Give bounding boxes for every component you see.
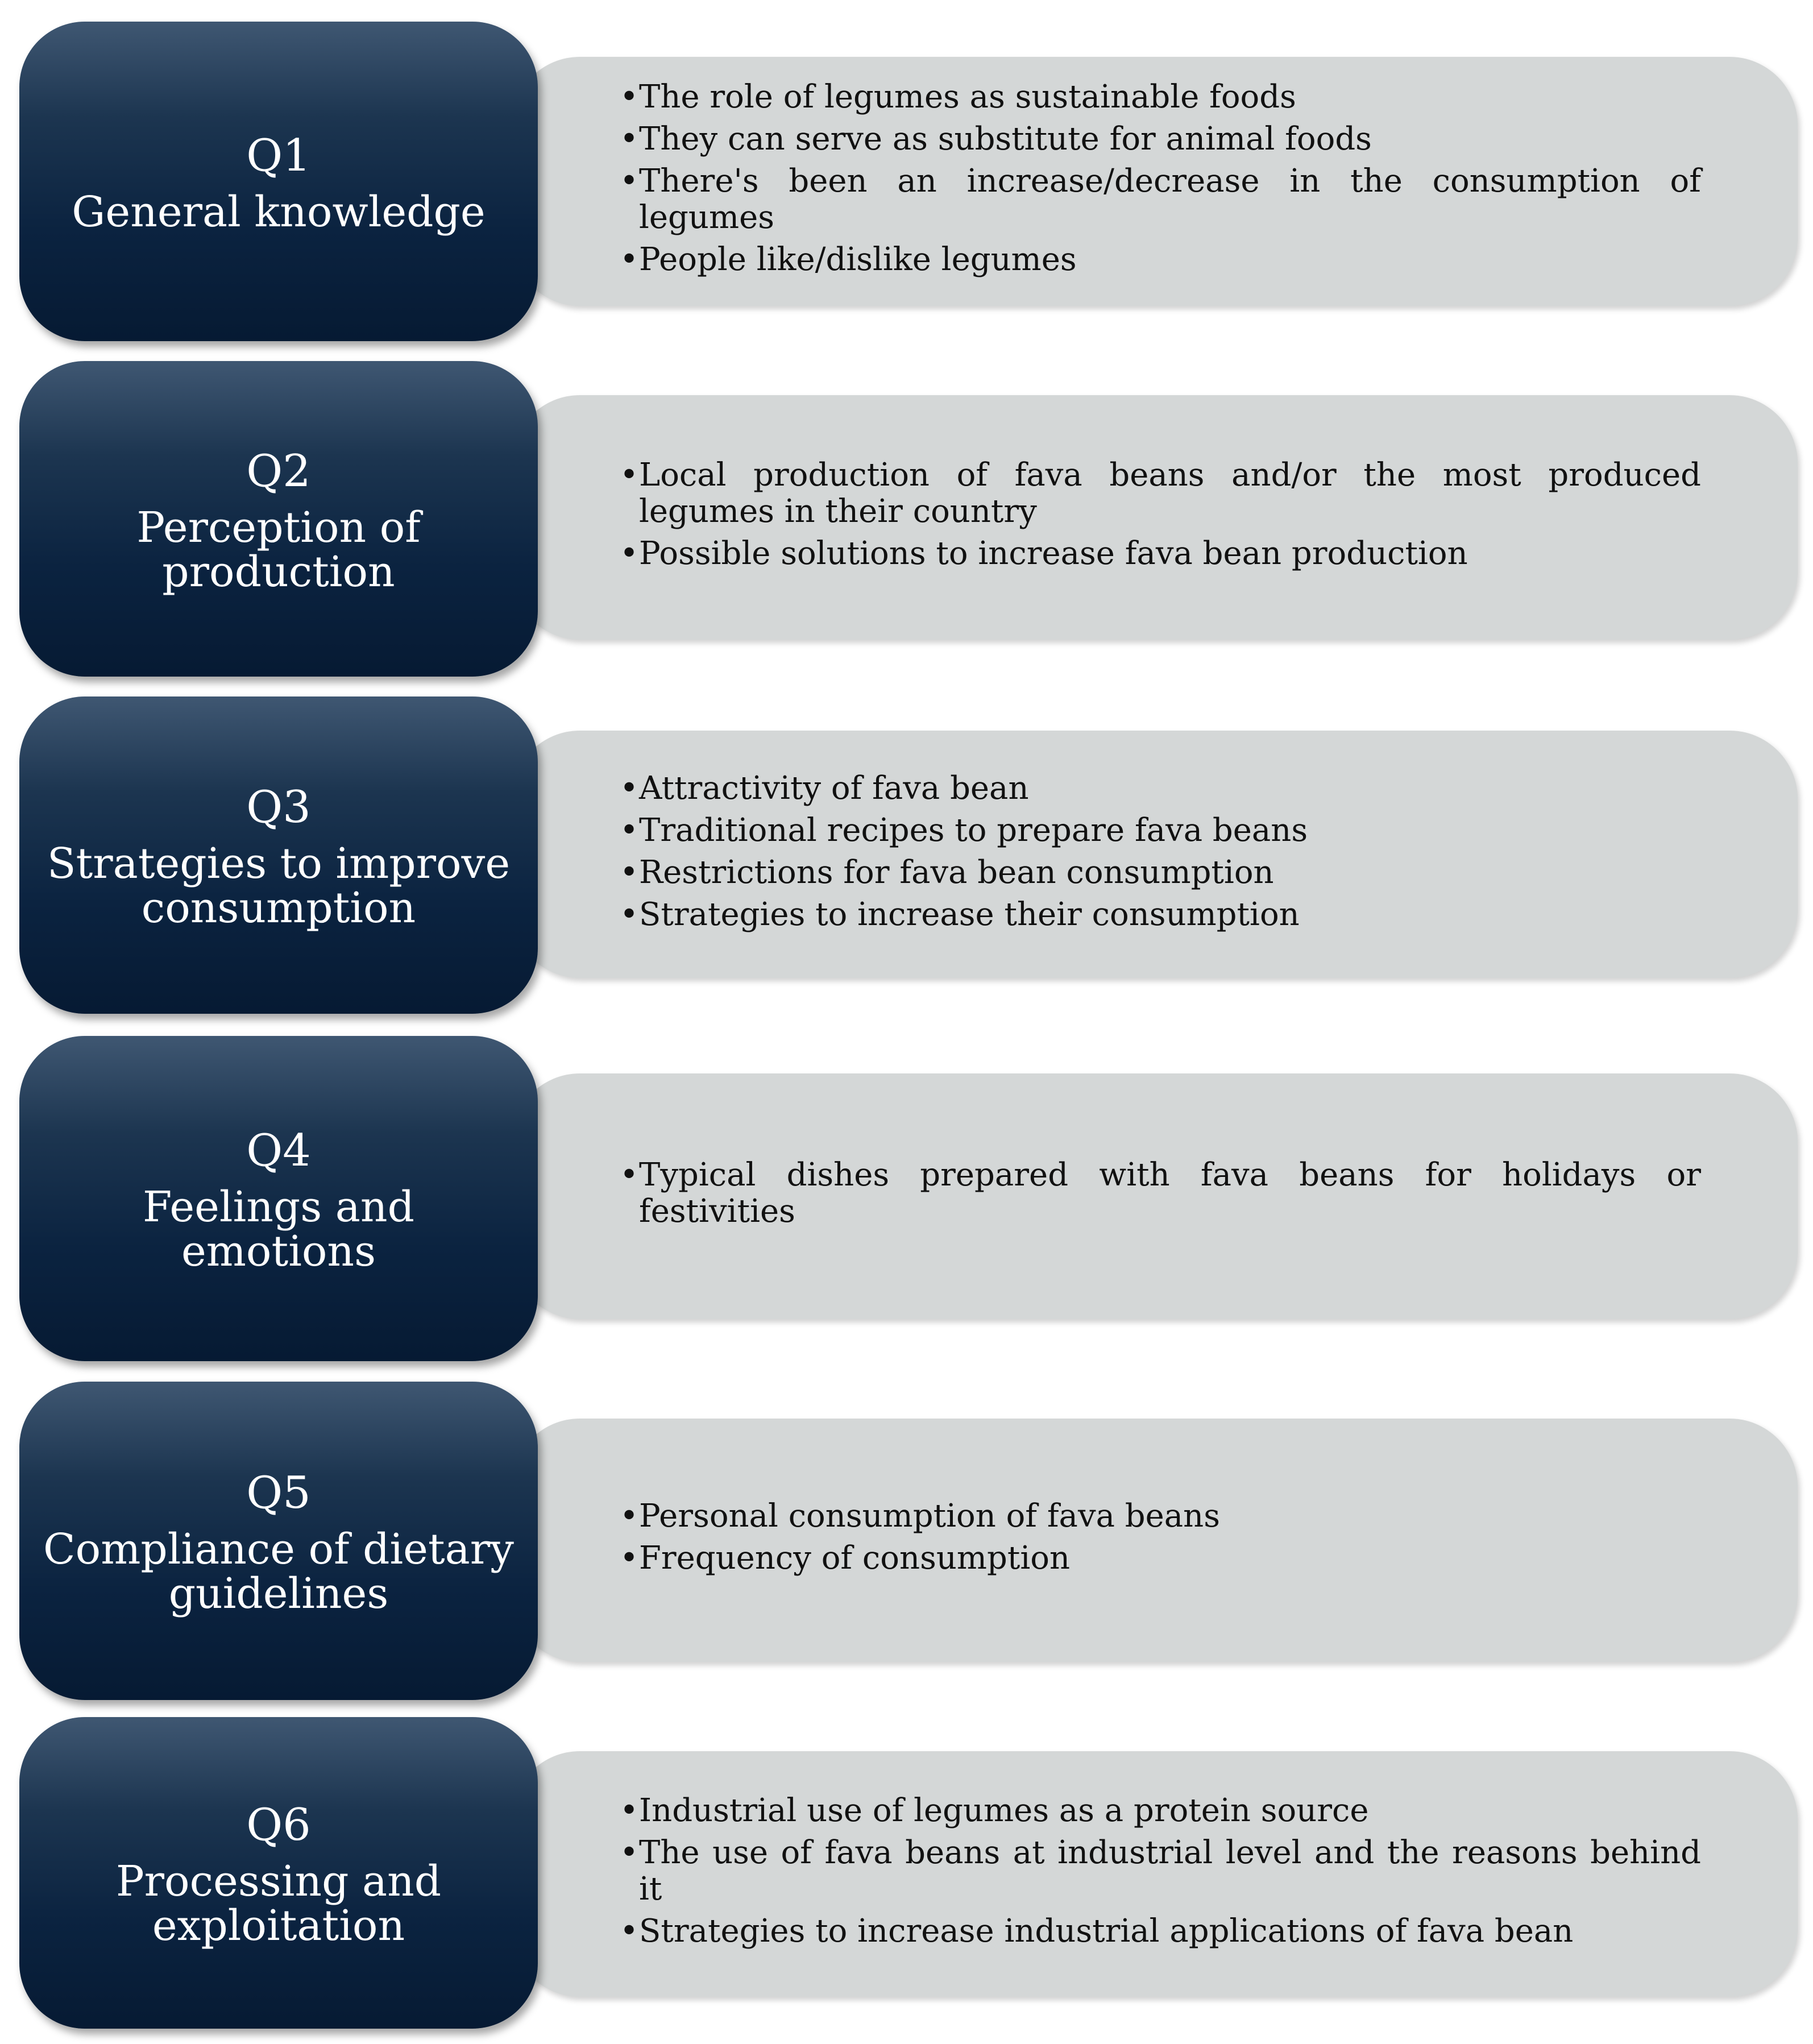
section-q6-bullet-list: [620, 1793, 1701, 1955]
section-q5-id: Q5: [246, 1467, 311, 1519]
bullet-item: • Industrial use of legumes as a protein source: [620, 1793, 1701, 1829]
bullet-item: • Possible solutions to increase fava bean production: [620, 536, 1701, 572]
section-q2-bullet-list: [620, 457, 1701, 578]
bullet-item: • Personal consumption of fava beans: [620, 1498, 1701, 1535]
section-q5-header: [19, 1382, 538, 1700]
section-q1-id: Q1: [246, 130, 311, 181]
section-q2-id: Q2: [246, 445, 311, 497]
bullet-item: • Attractivity of fava bean: [620, 770, 1701, 807]
section-q1-header: [19, 22, 538, 341]
bullet-item: • Typical dishes prepared with fava beans for holidays or festivities: [620, 1157, 1701, 1230]
bullet-item: • The role of legumes as sustainable foods: [620, 79, 1701, 115]
section-q3-title: Strategies to improve consumption: [47, 839, 511, 932]
section-q4-id: Q4: [246, 1125, 311, 1176]
section-q5-bullet-list: [620, 1498, 1701, 1582]
bullet-item: • Strategies to increase their consumption: [620, 897, 1701, 933]
section-q4-bullet-list: [620, 1157, 1701, 1235]
bullet-item: • They can serve as substitute for animal foods: [620, 121, 1701, 157]
section-q6-panel: [512, 1751, 1798, 1997]
section-q1-panel: [512, 57, 1798, 306]
bullet-item: • Local production of fava beans and/or the most produced legumes in their country: [620, 457, 1701, 530]
bullet-item: • Frequency of consumption: [620, 1540, 1701, 1577]
section-q6-title: Processing and exploitation: [115, 1857, 442, 1950]
section-q4-title: Feelings and emotions: [143, 1183, 414, 1276]
section-q3-bullet-list: [620, 770, 1701, 939]
bullet-item: • The use of fava beans at industrial level and the reasons behind it: [620, 1835, 1701, 1908]
section-q6-header: [19, 1717, 538, 2029]
section-q3-header: [19, 696, 538, 1014]
section-q6-id: Q6: [246, 1800, 311, 1851]
bullet-item: • Traditional recipes to prepare fava beans: [620, 812, 1701, 849]
bullet-item: • Strategies to increase industrial applications of fava bean: [620, 1913, 1701, 1950]
section-q5-panel: [512, 1419, 1798, 1662]
bullet-item: • People like/dislike legumes: [620, 242, 1701, 278]
bullet-item: • There's been an increase/decrease in the consumption of legumes: [620, 163, 1701, 236]
section-q5-title: Compliance of dietary guidelines: [43, 1525, 514, 1618]
section-q4-header: [19, 1036, 538, 1361]
section-q1-title: General knowledge: [72, 188, 486, 237]
section-q1-bullet-list: [620, 79, 1701, 284]
section-q3-id: Q3: [246, 782, 311, 833]
section-q4-panel: [512, 1073, 1798, 1319]
section-q2-header: [19, 361, 538, 677]
section-q2-panel: [512, 395, 1798, 640]
section-q2-title: Perception of production: [136, 503, 421, 596]
bullet-item: • Restrictions for fava bean consumption: [620, 855, 1701, 891]
section-q3-panel: [512, 731, 1798, 978]
